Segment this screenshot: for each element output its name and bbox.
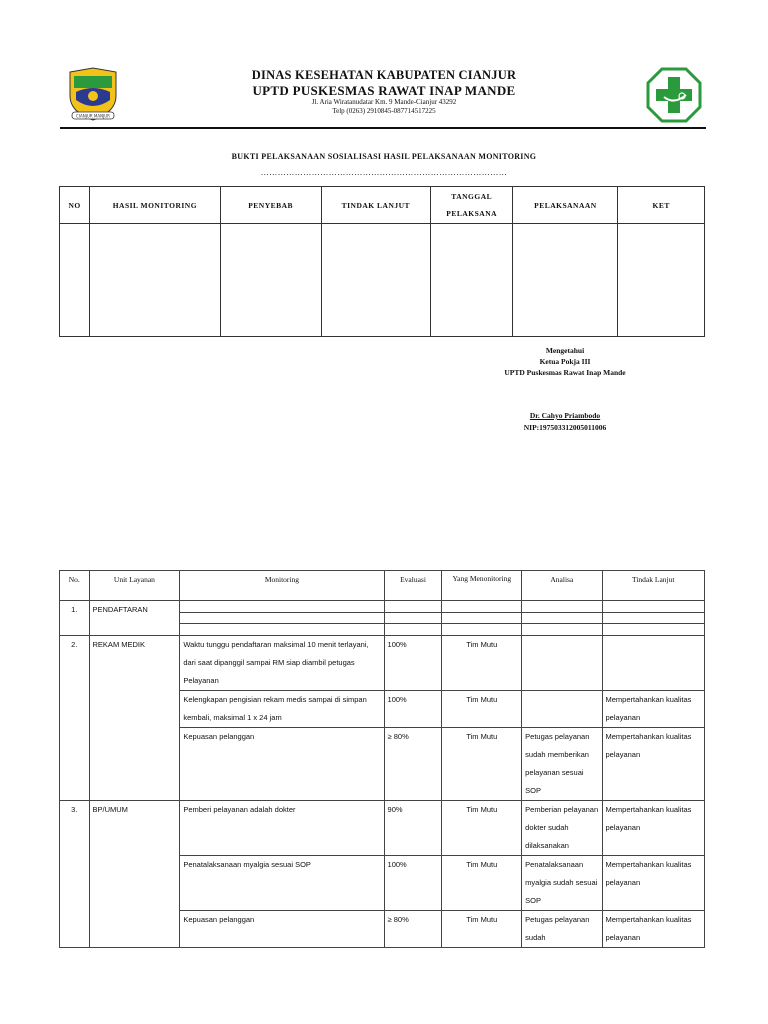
address: Jl. Aria Wiratanudatar Km. 9 Mande-Cianjur 43292 [311,98,457,106]
sig-role: Ketua Pokja III [539,357,591,366]
col-monitoring: Monitoring [180,571,384,601]
col-tindak-lanjut: Tindak Lanjut [602,571,704,601]
table-row: Kelengkapan pengisian rekam medis sampai di simpan kembali, maksimal 1 x 24 jam 100% Tim Mutu Mempertahankan kualitas pelayanan [60,691,705,728]
document-dots: …………………………………………………………………………… [260,168,508,177]
table-row: 2. REKAM MEDIK Waktu tunggu pendaftaran maksimal 10 menit terlayani, dari saat dipanggil sampai RM siap diambil petugas Pelayanan 100% Tim Mutu [60,636,705,691]
sig-nip: NIP:197503312005011006 [523,423,607,432]
phone: Telp (0263) 2910845-087714517225 [332,107,436,115]
col-unit: Unit Layanan [89,571,180,601]
table-header-row [60,571,705,601]
table-row [60,224,705,337]
table-row: Penatalaksanaan myalgia sesuai SOP 100% Tim Mutu Penatalaksanaan myalgia sudah sesuai SOP Mempertahankan kualitas pelayanan [60,856,705,911]
puskesmas-name: UPTD PUSKESMAS RAWAT INAP MANDE [252,83,516,98]
col-tindak: TINDAK LANJUT [321,187,430,224]
header-divider [60,127,706,129]
table-header-row [60,187,705,224]
monitoring-table [59,570,705,948]
table-row: 1. PENDAFTARAN [60,601,705,613]
col-penyebab: PENYEBAB [220,187,321,224]
col-no: No. [60,571,90,601]
puskesmas-logo [646,67,702,123]
document-title: BUKTI PELAKSANAAN SOSIALISASI HASIL PELAKSANAAN MONITORING [231,152,537,161]
sig-mengetahui: Mengetahui [545,346,585,355]
col-hasil: HASIL MONITORING [90,187,220,224]
table-row: Kepuasan pelanggan ≥ 80% Tim Mutu Petugas pelayanan sudah memberikan pelayanan sesuai SOP Mempertahankan kualitas pelayanan [60,728,705,801]
agency-name: DINAS KESEHATAN KABUPATEN CIANJUR [251,68,517,82]
table-row: Kepuasan pelanggan ≥ 80% Tim Mutu Petugas pelayanan sudah Mempertahankan kualitas pelayanan [60,911,705,948]
sig-name: Dr. Cahyo Priambodo [529,411,601,420]
bukti-table [59,186,705,337]
svg-text:CIANJUR MANJUR: CIANJUR MANJUR [76,113,110,119]
col-pelaksanaan: PELAKSANAAN [513,187,618,224]
table-row: 3. BP/UMUM Pemberi pelayanan adalah dokter 90% Tim Mutu Pemberian pelayanan dokter sudah dilaksanakan Mempertahankan kualitas pelayanan [60,801,705,856]
col-tanggal: TANGGAL PELAKSANA [430,187,513,224]
col-analisa: Analisa [522,571,602,601]
col-evaluasi: Evaluasi [384,571,442,601]
col-yang-monitoring: Yang Menonitoring [442,571,522,601]
col-no: NO [60,187,90,224]
col-ket: KET [618,187,705,224]
sig-institution: UPTD Puskesmas Rawat Inap Mande [504,368,626,377]
